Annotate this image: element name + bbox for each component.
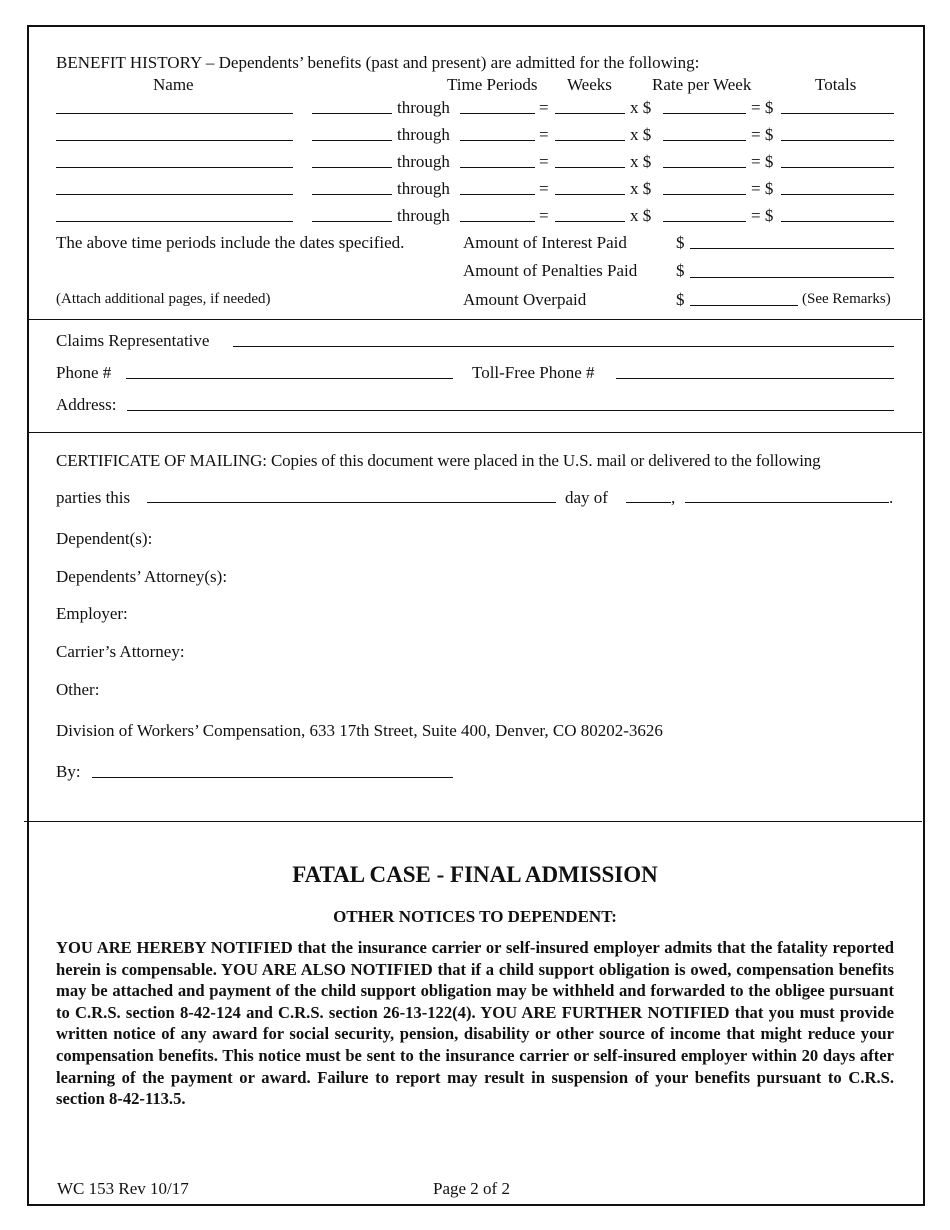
weeks-field[interactable]: [555, 221, 625, 222]
from-date-field[interactable]: [312, 113, 392, 114]
divider: [28, 432, 922, 433]
times-dollar: x $: [630, 98, 652, 117]
dependents-label: Dependent(s):: [56, 529, 153, 548]
col-time-periods-header: Time Periods: [447, 75, 538, 94]
penalties-dollar: $: [676, 261, 685, 280]
equals-sign: =: [539, 206, 549, 225]
overpaid-label: Amount Overpaid: [463, 290, 587, 309]
tollfree-label: Toll-Free Phone #: [472, 363, 595, 382]
day-of-label: day of: [565, 488, 608, 507]
weeks-field[interactable]: [555, 194, 625, 195]
col-totals-header: Totals: [815, 75, 857, 94]
note-attach: (Attach additional pages, if needed): [56, 291, 271, 307]
equals-dollar: = $: [751, 179, 774, 198]
phone-label: Phone #: [56, 363, 112, 382]
claims-rep-label: Claims Representative: [56, 331, 210, 350]
total-field[interactable]: [781, 113, 894, 114]
interest-label: Amount of Interest Paid: [463, 233, 627, 252]
times-dollar: x $: [630, 206, 652, 225]
interest-field[interactable]: [690, 248, 894, 249]
employer-label: Employer:: [56, 604, 128, 623]
divider: [24, 821, 922, 822]
from-date-field[interactable]: [312, 167, 392, 168]
from-date-field[interactable]: [312, 140, 392, 141]
month-field[interactable]: [626, 502, 671, 503]
phone-field[interactable]: [126, 378, 453, 379]
equals-dollar: = $: [751, 152, 774, 171]
from-date-field[interactable]: [312, 221, 392, 222]
address-label: Address:: [56, 395, 117, 414]
to-date-field[interactable]: [460, 194, 535, 195]
form-id: WC 153 Rev 10/17: [57, 1179, 189, 1198]
name-field[interactable]: [56, 194, 293, 195]
divider: [28, 319, 922, 320]
total-field[interactable]: [781, 194, 894, 195]
rate-field[interactable]: [663, 113, 746, 114]
weeks-field[interactable]: [555, 167, 625, 168]
total-field[interactable]: [781, 167, 894, 168]
notice-paragraph: YOU ARE HEREBY NOTIFIED that the insurance carrier or self-insured employer admits that the fatality reported herein is compensable. YOU ARE ALSO NOTIFIED that if a child support obligation is owed, compensation benefits may be attached and payment of the child support obligation may be withheld and forwarded to the obligee pursuant to C.R.S. section 8-42-124 and C.R.S. section 26-13-122(4). YOU ARE FURTHER NOTIFIED that you must provide written notice of any award for social security, pension, disability or other source of income that might reduce your compensation benefits. This notice must be sent to the insurance carrier or self-insured employer within 20 days after learning of the payment or award. Failure to report may result in suspension of your benefits pursuant to C.R.S. section 8-42-113.5.: [56, 938, 894, 1109]
see-remarks: (See Remarks): [802, 291, 891, 307]
benefit-history-heading: BENEFIT HISTORY – Dependents’ benefits (past and present) are admitted for the following:: [56, 53, 700, 72]
interest-dollar: $: [676, 233, 685, 252]
overpaid-field[interactable]: [690, 305, 798, 306]
through-label: through: [397, 98, 450, 117]
equals-dollar: = $: [751, 206, 774, 225]
page-number: Page 2 of 2: [433, 1179, 510, 1198]
name-field[interactable]: [56, 113, 293, 114]
times-dollar: x $: [630, 152, 652, 171]
period: .: [889, 488, 894, 507]
cert-mailing-text: CERTIFICATE OF MAILING: Copies of this document were placed in the U.S. mail or delivered to the following: [56, 451, 821, 470]
through-label: through: [397, 179, 450, 198]
rate-field[interactable]: [663, 194, 746, 195]
day-field[interactable]: [147, 502, 556, 503]
other-label: Other:: [56, 680, 100, 699]
equals-sign: =: [539, 179, 549, 198]
name-field[interactable]: [56, 140, 293, 141]
signature-field[interactable]: [92, 777, 453, 778]
to-date-field[interactable]: [460, 221, 535, 222]
from-date-field[interactable]: [312, 194, 392, 195]
to-date-field[interactable]: [460, 113, 535, 114]
year-field[interactable]: [685, 502, 889, 503]
total-field[interactable]: [781, 221, 894, 222]
col-weeks-header: Weeks: [567, 75, 612, 94]
tollfree-field[interactable]: [616, 378, 894, 379]
carrier-attorney-label: Carrier’s Attorney:: [56, 642, 185, 661]
weeks-field[interactable]: [555, 140, 625, 141]
overpaid-dollar: $: [676, 290, 685, 309]
equals-dollar: = $: [751, 98, 774, 117]
col-name-header: Name: [153, 75, 194, 94]
name-field[interactable]: [56, 221, 293, 222]
note-dates: The above time periods include the dates specified.: [56, 233, 405, 252]
to-date-field[interactable]: [460, 140, 535, 141]
through-label: through: [397, 206, 450, 225]
by-label: By:: [56, 762, 81, 781]
equals-sign: =: [539, 125, 549, 144]
comma: ,: [671, 488, 676, 507]
equals-sign: =: [539, 98, 549, 117]
rate-field[interactable]: [663, 140, 746, 141]
rate-field[interactable]: [663, 221, 746, 222]
parties-this-label: parties this: [56, 488, 131, 507]
times-dollar: x $: [630, 125, 652, 144]
penalties-label: Amount of Penalties Paid: [463, 261, 638, 280]
division-address: Division of Workers’ Compensation, 633 17th Street, Suite 400, Denver, CO 80202-3626: [56, 721, 663, 740]
equals-dollar: = $: [751, 125, 774, 144]
claims-rep-field[interactable]: [233, 346, 894, 347]
col-rate-header: Rate per Week: [652, 75, 752, 94]
to-date-field[interactable]: [460, 167, 535, 168]
rate-field[interactable]: [663, 167, 746, 168]
through-label: through: [397, 125, 450, 144]
penalties-field[interactable]: [690, 277, 894, 278]
notices-subtitle: OTHER NOTICES TO DEPENDENT:: [333, 907, 617, 926]
weeks-field[interactable]: [555, 113, 625, 114]
times-dollar: x $: [630, 179, 652, 198]
dependents-attorney-label: Dependents’ Attorney(s):: [56, 567, 228, 586]
equals-sign: =: [539, 152, 549, 171]
address-field[interactable]: [127, 410, 894, 411]
through-label: through: [397, 152, 450, 171]
total-field[interactable]: [781, 140, 894, 141]
final-admission-title: FATAL CASE - FINAL ADMISSION: [292, 862, 658, 887]
name-field[interactable]: [56, 167, 293, 168]
